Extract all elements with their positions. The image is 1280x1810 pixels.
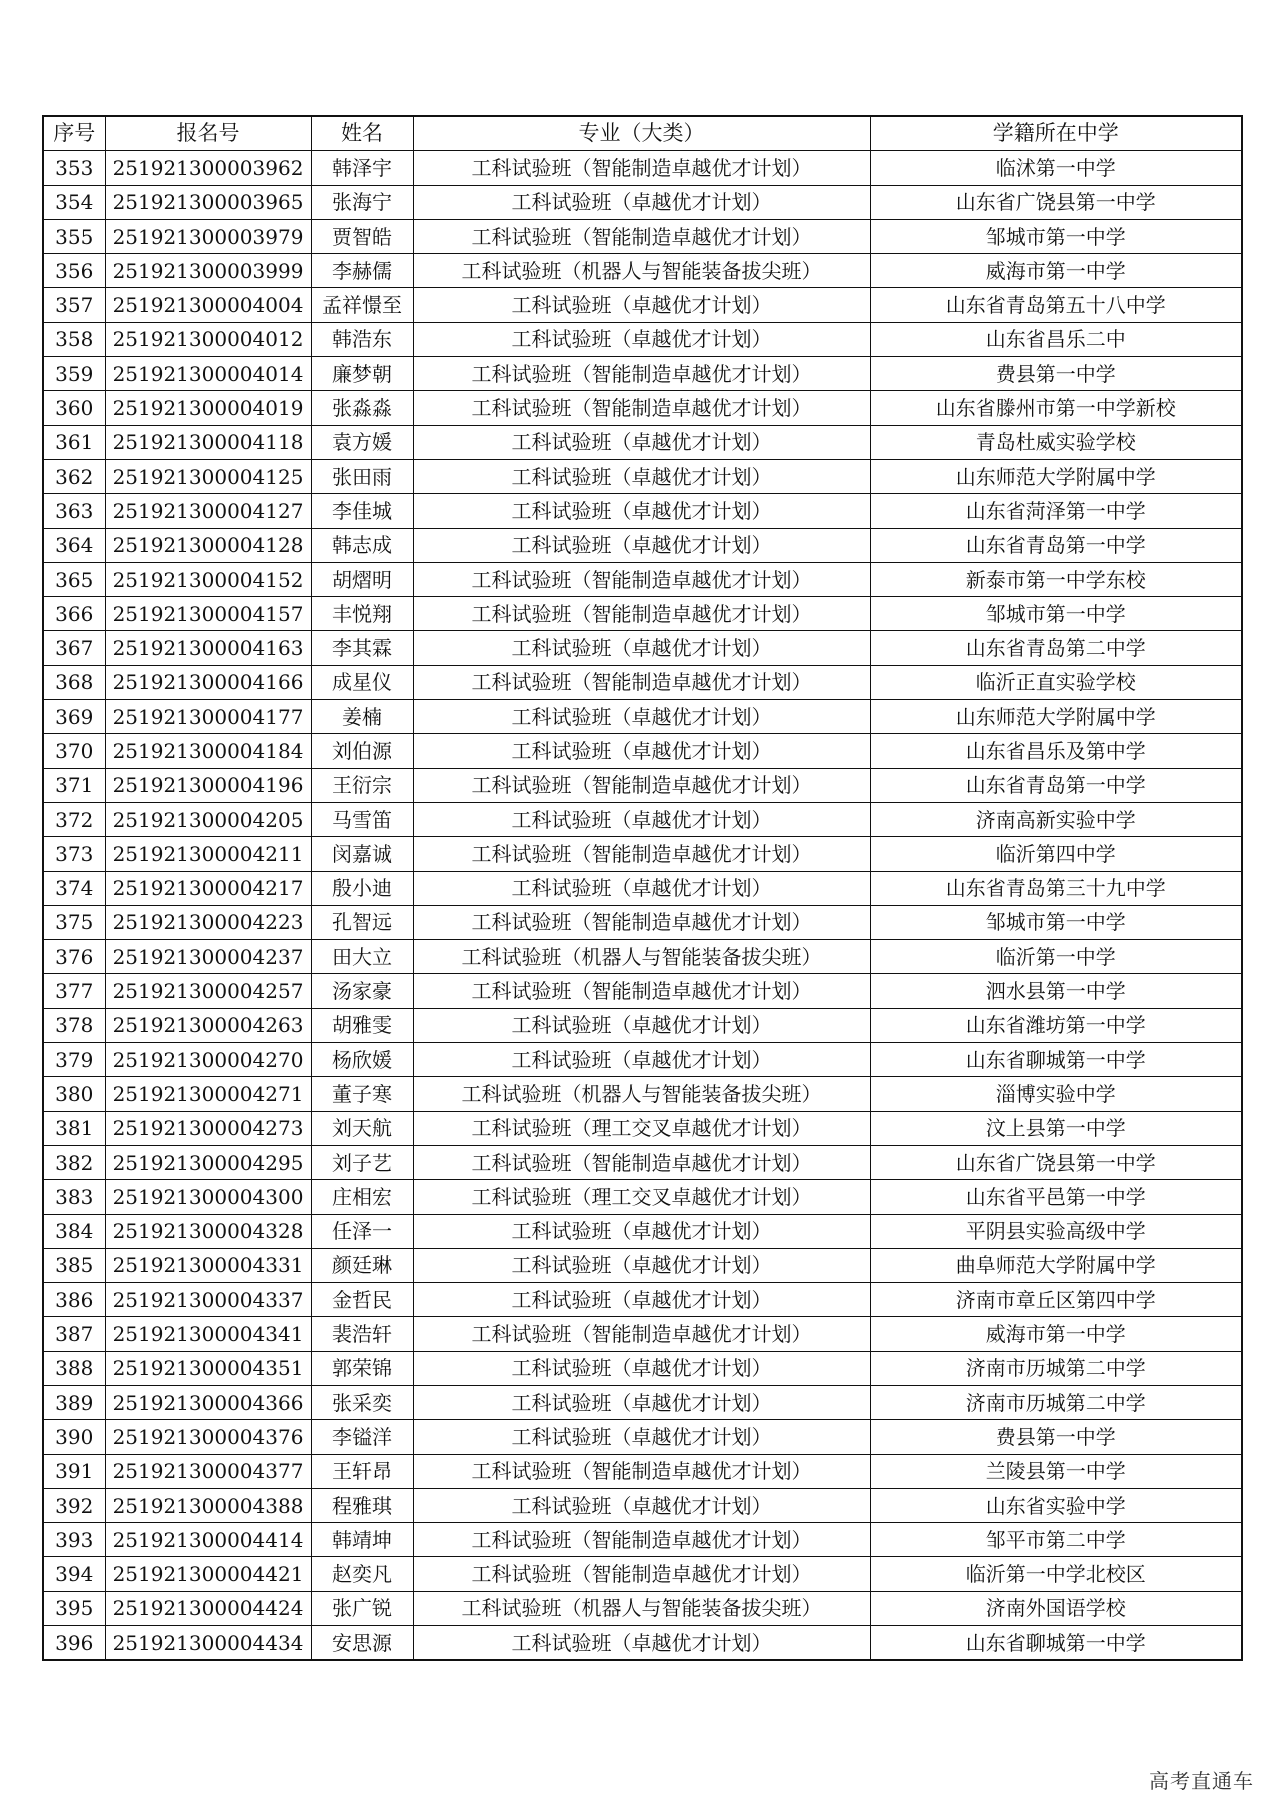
cell-seq: 355	[43, 219, 105, 253]
cell-name: 孔智远	[311, 905, 413, 939]
cell-major: 工科试验班（智能制造卓越优才计划）	[413, 768, 870, 802]
cell-seq: 390	[43, 1420, 105, 1454]
cell-major: 工科试验班（卓越优才计划）	[413, 425, 870, 459]
cell-major: 工科试验班（智能制造卓越优才计划）	[413, 391, 870, 425]
cell-seq: 386	[43, 1283, 105, 1317]
cell-major: 工科试验班（智能制造卓越优才计划）	[413, 1454, 870, 1488]
cell-major: 工科试验班（卓越优才计划）	[413, 1283, 870, 1317]
table-row	[43, 254, 1242, 288]
cell-registration-number: 251921300003979	[105, 219, 311, 253]
cell-seq: 359	[43, 357, 105, 391]
cell-school: 济南高新实验中学	[870, 802, 1242, 836]
cell-name: 马雪笛	[311, 802, 413, 836]
cell-school: 泗水县第一中学	[870, 974, 1242, 1008]
cell-major: 工科试验班（机器人与智能装备拔尖班）	[413, 1591, 870, 1625]
table-row	[43, 357, 1242, 391]
cell-name: 颜廷琳	[311, 1248, 413, 1282]
cell-major: 工科试验班（机器人与智能装备拔尖班）	[413, 1077, 870, 1111]
cell-school: 新泰市第一中学东校	[870, 562, 1242, 596]
cell-name: 田大立	[311, 940, 413, 974]
cell-school: 山东师范大学附属中学	[870, 700, 1242, 734]
cell-registration-number: 251921300004166	[105, 665, 311, 699]
cell-school: 临沂正直实验学校	[870, 665, 1242, 699]
cell-school: 山东省聊城第一中学	[870, 1626, 1242, 1661]
cell-major: 工科试验班（智能制造卓越优才计划）	[413, 1317, 870, 1351]
cell-name: 任泽一	[311, 1214, 413, 1248]
cell-seq: 369	[43, 700, 105, 734]
table-row	[43, 597, 1242, 631]
cell-name: 王轩昂	[311, 1454, 413, 1488]
cell-registration-number: 251921300004128	[105, 528, 311, 562]
cell-major: 工科试验班（卓越优才计划）	[413, 185, 870, 219]
cell-seq: 371	[43, 768, 105, 802]
table-row	[43, 1111, 1242, 1145]
cell-school: 山东省青岛第一中学	[870, 768, 1242, 802]
table-row	[43, 391, 1242, 425]
cell-seq: 381	[43, 1111, 105, 1145]
cell-seq: 383	[43, 1180, 105, 1214]
cell-major: 工科试验班（智能制造卓越优才计划）	[413, 974, 870, 1008]
table-row	[43, 1077, 1242, 1111]
cell-school: 山东省滕州市第一中学新校	[870, 391, 1242, 425]
cell-registration-number: 251921300004177	[105, 700, 311, 734]
cell-seq: 396	[43, 1626, 105, 1661]
cell-seq: 363	[43, 494, 105, 528]
cell-major: 工科试验班（卓越优才计划）	[413, 1043, 870, 1077]
cell-seq: 370	[43, 734, 105, 768]
cell-registration-number: 251921300004257	[105, 974, 311, 1008]
table-row	[43, 1283, 1242, 1317]
cell-major: 工科试验班（智能制造卓越优才计划）	[413, 665, 870, 699]
cell-registration-number: 251921300004163	[105, 631, 311, 665]
cell-name: 张广锐	[311, 1591, 413, 1625]
cell-major: 工科试验班（卓越优才计划）	[413, 734, 870, 768]
cell-name: 李佳城	[311, 494, 413, 528]
watermark-text: 高考直通车	[1149, 1769, 1254, 1793]
cell-registration-number: 251921300004019	[105, 391, 311, 425]
cell-school: 青岛杜威实验学校	[870, 425, 1242, 459]
cell-seq: 388	[43, 1351, 105, 1385]
table-row	[43, 1180, 1242, 1214]
cell-name: 贾智皓	[311, 219, 413, 253]
table-row	[43, 768, 1242, 802]
cell-seq: 382	[43, 1145, 105, 1179]
table-row	[43, 1557, 1242, 1591]
cell-school: 山东省平邑第一中学	[870, 1180, 1242, 1214]
cell-name: 殷小迪	[311, 871, 413, 905]
cell-school: 济南市历城第二中学	[870, 1385, 1242, 1419]
header-seq: 序号	[43, 116, 105, 151]
cell-school: 兰陵县第一中学	[870, 1454, 1242, 1488]
cell-name: 赵奕凡	[311, 1557, 413, 1591]
cell-registration-number: 251921300004004	[105, 288, 311, 322]
cell-school: 邹平市第二中学	[870, 1523, 1242, 1557]
cell-school: 山东省菏泽第一中学	[870, 494, 1242, 528]
cell-registration-number: 251921300004366	[105, 1385, 311, 1419]
table-header-row	[43, 116, 1242, 151]
cell-major: 工科试验班（智能制造卓越优才计划）	[413, 357, 870, 391]
table-row	[43, 288, 1242, 322]
table-row	[43, 459, 1242, 493]
header-name: 姓名	[311, 116, 413, 151]
cell-seq: 367	[43, 631, 105, 665]
table-row	[43, 837, 1242, 871]
table-row	[43, 905, 1242, 939]
table-row	[43, 631, 1242, 665]
table-row	[43, 1454, 1242, 1488]
cell-seq: 373	[43, 837, 105, 871]
cell-school: 山东省青岛第五十八中学	[870, 288, 1242, 322]
header-major: 专业（大类）	[413, 116, 870, 151]
cell-registration-number: 251921300004118	[105, 425, 311, 459]
table-row	[43, 494, 1242, 528]
cell-registration-number: 251921300004152	[105, 562, 311, 596]
cell-registration-number: 251921300004328	[105, 1214, 311, 1248]
cell-seq: 372	[43, 802, 105, 836]
cell-seq: 375	[43, 905, 105, 939]
cell-school: 威海市第一中学	[870, 254, 1242, 288]
cell-seq: 377	[43, 974, 105, 1008]
cell-name: 李其霖	[311, 631, 413, 665]
cell-name: 韩泽宇	[311, 151, 413, 185]
cell-name: 胡雅雯	[311, 1008, 413, 1042]
cell-registration-number: 251921300004263	[105, 1008, 311, 1042]
table-row	[43, 1420, 1242, 1454]
cell-registration-number: 251921300004157	[105, 597, 311, 631]
cell-name: 韩志成	[311, 528, 413, 562]
cell-seq: 368	[43, 665, 105, 699]
cell-seq: 384	[43, 1214, 105, 1248]
table-row	[43, 1248, 1242, 1282]
cell-major: 工科试验班（卓越优才计划）	[413, 871, 870, 905]
cell-school: 山东省青岛第一中学	[870, 528, 1242, 562]
cell-registration-number: 251921300004196	[105, 768, 311, 802]
cell-name: 王衍宗	[311, 768, 413, 802]
cell-name: 胡熠明	[311, 562, 413, 596]
cell-school: 济南市历城第二中学	[870, 1351, 1242, 1385]
cell-major: 工科试验班（机器人与智能装备拔尖班）	[413, 254, 870, 288]
cell-school: 邹城市第一中学	[870, 219, 1242, 253]
cell-major: 工科试验班（智能制造卓越优才计划）	[413, 1523, 870, 1557]
cell-registration-number: 251921300004434	[105, 1626, 311, 1661]
cell-registration-number: 251921300004217	[105, 871, 311, 905]
cell-name: 李镒洋	[311, 1420, 413, 1454]
cell-registration-number: 251921300004337	[105, 1283, 311, 1317]
cell-school: 临沭第一中学	[870, 151, 1242, 185]
cell-school: 费县第一中学	[870, 1420, 1242, 1454]
cell-registration-number: 251921300004376	[105, 1420, 311, 1454]
cell-seq: 380	[43, 1077, 105, 1111]
cell-school: 邹城市第一中学	[870, 597, 1242, 631]
cell-major: 工科试验班（卓越优才计划）	[413, 802, 870, 836]
table-row	[43, 1488, 1242, 1522]
cell-school: 费县第一中学	[870, 357, 1242, 391]
cell-registration-number: 251921300004414	[105, 1523, 311, 1557]
cell-seq: 366	[43, 597, 105, 631]
cell-registration-number: 251921300004351	[105, 1351, 311, 1385]
cell-school: 平阴县实验高级中学	[870, 1214, 1242, 1248]
table-row	[43, 940, 1242, 974]
cell-registration-number: 251921300004125	[105, 459, 311, 493]
cell-seq: 357	[43, 288, 105, 322]
table-row	[43, 185, 1242, 219]
cell-seq: 356	[43, 254, 105, 288]
table-row	[43, 1626, 1242, 1661]
cell-school: 山东省青岛第二中学	[870, 631, 1242, 665]
cell-school: 邹城市第一中学	[870, 905, 1242, 939]
cell-name: 程雅琪	[311, 1488, 413, 1522]
cell-major: 工科试验班（卓越优才计划）	[413, 1626, 870, 1661]
cell-registration-number: 251921300004211	[105, 837, 311, 871]
table-row	[43, 734, 1242, 768]
cell-seq: 378	[43, 1008, 105, 1042]
cell-registration-number: 251921300004331	[105, 1248, 311, 1282]
table-row	[43, 1043, 1242, 1077]
cell-registration-number: 251921300004300	[105, 1180, 311, 1214]
cell-registration-number: 251921300004223	[105, 905, 311, 939]
cell-registration-number: 251921300004377	[105, 1454, 311, 1488]
cell-name: 成星仪	[311, 665, 413, 699]
cell-major: 工科试验班（智能制造卓越优才计划）	[413, 1145, 870, 1179]
table-row	[43, 1351, 1242, 1385]
cell-school: 济南外国语学校	[870, 1591, 1242, 1625]
cell-school: 淄博实验中学	[870, 1077, 1242, 1111]
cell-major: 工科试验班（卓越优才计划）	[413, 1488, 870, 1522]
table-row	[43, 1523, 1242, 1557]
cell-registration-number: 251921300003999	[105, 254, 311, 288]
cell-name: 丰悦翔	[311, 597, 413, 631]
cell-major: 工科试验班（卓越优才计划）	[413, 631, 870, 665]
cell-school: 临沂第一中学	[870, 940, 1242, 974]
cell-registration-number: 251921300004273	[105, 1111, 311, 1145]
cell-registration-number: 251921300003962	[105, 151, 311, 185]
cell-registration-number: 251921300004014	[105, 357, 311, 391]
cell-major: 工科试验班（卓越优才计划）	[413, 322, 870, 356]
cell-registration-number: 251921300003965	[105, 185, 311, 219]
cell-seq: 395	[43, 1591, 105, 1625]
cell-registration-number: 251921300004388	[105, 1488, 311, 1522]
cell-name: 廉梦朝	[311, 357, 413, 391]
cell-name: 李赫儒	[311, 254, 413, 288]
cell-school: 山东师范大学附属中学	[870, 459, 1242, 493]
cell-seq: 353	[43, 151, 105, 185]
cell-name: 刘天航	[311, 1111, 413, 1145]
cell-major: 工科试验班（卓越优才计划）	[413, 528, 870, 562]
cell-school: 临沂第四中学	[870, 837, 1242, 871]
cell-registration-number: 251921300004237	[105, 940, 311, 974]
cell-school: 汶上县第一中学	[870, 1111, 1242, 1145]
cell-seq: 379	[43, 1043, 105, 1077]
cell-name: 庄相宏	[311, 1180, 413, 1214]
table-row	[43, 1145, 1242, 1179]
table-row	[43, 562, 1242, 596]
cell-major: 工科试验班（卓越优才计划）	[413, 1385, 870, 1419]
header-registration-number: 报名号	[105, 116, 311, 151]
cell-name: 金哲民	[311, 1283, 413, 1317]
table-row	[43, 219, 1242, 253]
cell-name: 张淼淼	[311, 391, 413, 425]
cell-registration-number: 251921300004270	[105, 1043, 311, 1077]
cell-school: 临沂第一中学北校区	[870, 1557, 1242, 1591]
cell-major: 工科试验班（卓越优才计划）	[413, 459, 870, 493]
cell-school: 曲阜师范大学附属中学	[870, 1248, 1242, 1282]
cell-school: 山东省昌乐二中	[870, 322, 1242, 356]
header-school: 学籍所在中学	[870, 116, 1242, 151]
cell-registration-number: 251921300004012	[105, 322, 311, 356]
cell-seq: 374	[43, 871, 105, 905]
cell-major: 工科试验班（智能制造卓越优才计划）	[413, 562, 870, 596]
cell-registration-number: 251921300004127	[105, 494, 311, 528]
cell-seq: 387	[43, 1317, 105, 1351]
cell-registration-number: 251921300004421	[105, 1557, 311, 1591]
cell-seq: 362	[43, 459, 105, 493]
table-row	[43, 871, 1242, 905]
cell-seq: 361	[43, 425, 105, 459]
cell-name: 安思源	[311, 1626, 413, 1661]
cell-name: 孟祥憬至	[311, 288, 413, 322]
cell-school: 山东省广饶县第一中学	[870, 185, 1242, 219]
cell-school: 山东省潍坊第一中学	[870, 1008, 1242, 1042]
table-row	[43, 974, 1242, 1008]
cell-registration-number: 251921300004424	[105, 1591, 311, 1625]
table-row	[43, 665, 1242, 699]
cell-school: 山东省广饶县第一中学	[870, 1145, 1242, 1179]
cell-registration-number: 251921300004184	[105, 734, 311, 768]
cell-name: 郭荣锦	[311, 1351, 413, 1385]
cell-name: 闵嘉诚	[311, 837, 413, 871]
cell-name: 姜楠	[311, 700, 413, 734]
table-row	[43, 1317, 1242, 1351]
cell-major: 工科试验班（理工交叉卓越优才计划）	[413, 1111, 870, 1145]
cell-name: 汤家豪	[311, 974, 413, 1008]
table-row	[43, 151, 1242, 185]
cell-name: 刘伯源	[311, 734, 413, 768]
table-body	[43, 151, 1242, 1661]
cell-school: 济南市章丘区第四中学	[870, 1283, 1242, 1317]
cell-name: 韩靖坤	[311, 1523, 413, 1557]
cell-seq: 358	[43, 322, 105, 356]
cell-seq: 393	[43, 1523, 105, 1557]
cell-seq: 376	[43, 940, 105, 974]
table-row	[43, 1385, 1242, 1419]
cell-major: 工科试验班（智能制造卓越优才计划）	[413, 837, 870, 871]
cell-school: 山东省聊城第一中学	[870, 1043, 1242, 1077]
cell-registration-number: 251921300004205	[105, 802, 311, 836]
cell-major: 工科试验班（卓越优才计划）	[413, 1214, 870, 1248]
cell-name: 张田雨	[311, 459, 413, 493]
cell-major: 工科试验班（智能制造卓越优才计划）	[413, 219, 870, 253]
cell-school: 山东省实验中学	[870, 1488, 1242, 1522]
cell-school: 威海市第一中学	[870, 1317, 1242, 1351]
cell-seq: 365	[43, 562, 105, 596]
cell-major: 工科试验班（机器人与智能装备拔尖班）	[413, 940, 870, 974]
cell-seq: 392	[43, 1488, 105, 1522]
cell-major: 工科试验班（卓越优才计划）	[413, 494, 870, 528]
cell-major: 工科试验班（卓越优才计划）	[413, 1248, 870, 1282]
cell-major: 工科试验班（卓越优才计划）	[413, 1420, 870, 1454]
cell-major: 工科试验班（卓越优才计划）	[413, 1008, 870, 1042]
cell-name: 张海宁	[311, 185, 413, 219]
cell-name: 韩浩东	[311, 322, 413, 356]
cell-major: 工科试验班（卓越优才计划）	[413, 700, 870, 734]
cell-name: 袁方媛	[311, 425, 413, 459]
cell-major: 工科试验班（理工交叉卓越优才计划）	[413, 1180, 870, 1214]
admission-roster-table	[42, 115, 1243, 1661]
cell-name: 刘子艺	[311, 1145, 413, 1179]
cell-registration-number: 251921300004341	[105, 1317, 311, 1351]
cell-major: 工科试验班（智能制造卓越优才计划）	[413, 1557, 870, 1591]
cell-major: 工科试验班（智能制造卓越优才计划）	[413, 597, 870, 631]
table-row	[43, 528, 1242, 562]
table-row	[43, 425, 1242, 459]
table-row	[43, 1214, 1242, 1248]
cell-major: 工科试验班（智能制造卓越优才计划）	[413, 151, 870, 185]
cell-seq: 389	[43, 1385, 105, 1419]
table-row	[43, 1008, 1242, 1042]
cell-major: 工科试验班（卓越优才计划）	[413, 1351, 870, 1385]
table-row	[43, 802, 1242, 836]
cell-school: 山东省昌乐及第中学	[870, 734, 1242, 768]
cell-name: 董子寒	[311, 1077, 413, 1111]
cell-name: 杨欣媛	[311, 1043, 413, 1077]
cell-registration-number: 251921300004295	[105, 1145, 311, 1179]
cell-major: 工科试验班（卓越优才计划）	[413, 288, 870, 322]
table-row	[43, 322, 1242, 356]
cell-school: 山东省青岛第三十九中学	[870, 871, 1242, 905]
cell-registration-number: 251921300004271	[105, 1077, 311, 1111]
cell-seq: 354	[43, 185, 105, 219]
table-row	[43, 700, 1242, 734]
cell-seq: 385	[43, 1248, 105, 1282]
cell-seq: 394	[43, 1557, 105, 1591]
cell-name: 张采奕	[311, 1385, 413, 1419]
cell-name: 裴浩轩	[311, 1317, 413, 1351]
cell-major: 工科试验班（智能制造卓越优才计划）	[413, 905, 870, 939]
cell-seq: 391	[43, 1454, 105, 1488]
cell-seq: 364	[43, 528, 105, 562]
table-row	[43, 1591, 1242, 1625]
cell-seq: 360	[43, 391, 105, 425]
